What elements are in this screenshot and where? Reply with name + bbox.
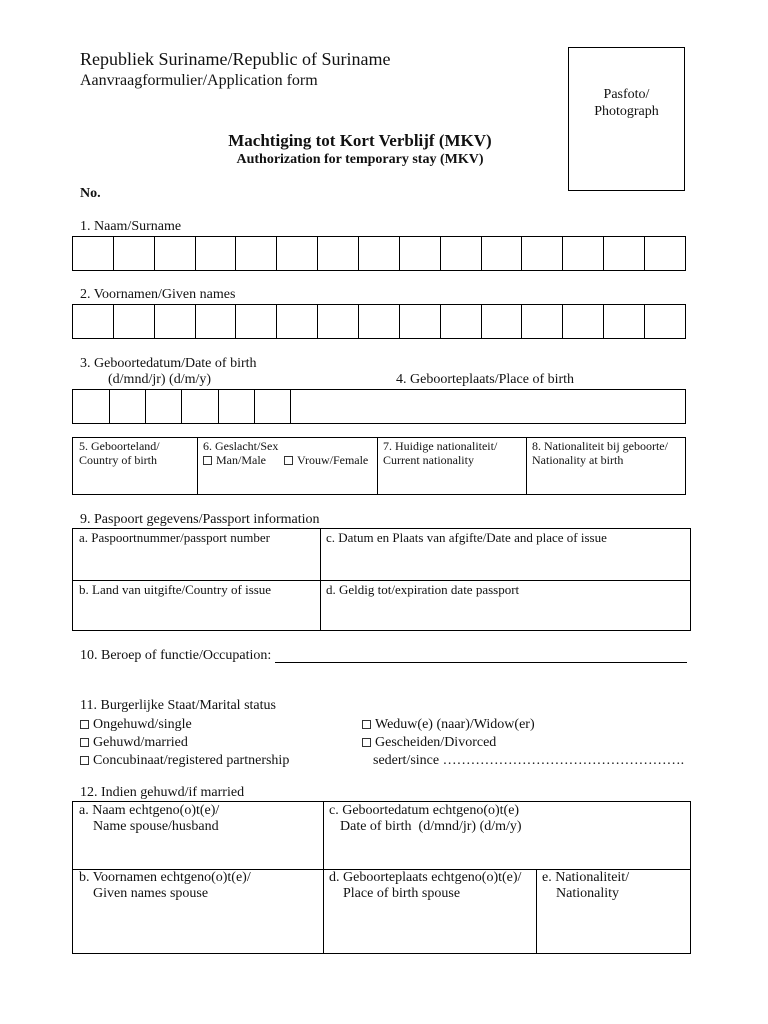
sex-field [203,439,375,467]
marital-options-left [80,716,289,770]
number-label: No. [80,186,101,201]
country-of-issue-label: b. Land van uitgifte/Country of issue [79,582,272,597]
sex-female-checkbox[interactable] [284,456,293,465]
married-checkbox[interactable] [80,738,89,747]
expiration-date-field[interactable] [326,582,686,628]
page-title: Machtiging tot Kort Verblijf (MKV) [228,131,492,150]
sex-male-checkbox[interactable] [203,456,212,465]
place-of-birth-field[interactable] [291,390,685,423]
occupation-label: 10. Beroep of functie/Occupation: [80,648,272,663]
sex-label: 6. Geslacht/Sex [203,439,279,453]
spouse-section-label: 12. Indien gehuwd/if married [80,785,245,800]
spouse-place-of-birth-field[interactable] [329,870,533,950]
country-of-issue-field[interactable] [79,582,317,628]
given-names-field[interactable] [72,304,686,339]
spouse-name-label-2: Name spouse/husband [93,819,219,834]
single-label: Ongehuwd/single [93,717,192,732]
form-type: Aanvraagformulier/Application form [80,72,318,89]
current-nationality-label-1: 7. Huidige nationaliteit/ [383,439,498,453]
spouse-given-names-field[interactable] [79,870,319,950]
issue-date-place-field[interactable] [326,530,686,578]
widow-label: Weduw(e) (naar)/Widow(er) [375,717,535,732]
passport-section-label: 9. Paspoort gegevens/Passport information [80,512,320,527]
spouse-name-label-1: a. Naam echtgeno(o)t(e)/ [79,803,220,818]
current-nationality-field[interactable] [383,439,497,467]
spouse-nationality-field[interactable] [542,870,686,950]
passport-table [72,528,691,631]
spouse-given-names-label-2: Given names spouse [93,886,209,901]
divorced-since-field[interactable]: sedert/since ……………………………………………. [373,753,685,768]
spouse-dob-label-1: c. Geboortedatum echtgeno(o)t(e) [329,803,520,818]
spouse-table [72,801,691,954]
surname-label: 1. Naam/Surname [80,219,182,234]
occupation-input-line[interactable] [275,662,687,663]
given-names-label: 2. Voornamen/Given names [80,287,236,302]
married-label: Gehuwd/married [93,735,188,750]
sex-male-label: Man/Male [216,453,266,467]
widow-checkbox[interactable] [362,720,371,729]
birth-nationality-label-2: Nationality at birth [532,453,624,467]
passport-number-label: a. Paspoortnummer/passport number [79,530,270,545]
birth-nationality-label-1: 8. Nationaliteit bij geboorte/ [532,439,668,453]
issue-date-place-label: c. Datum en Plaats van afgifte/Date and place of issue [326,530,607,545]
birth-nationality-field[interactable] [532,439,668,467]
marital-section-label: 11. Burgerlijke Staat/Marital status [80,698,276,713]
single-checkbox[interactable] [80,720,89,729]
dob-pob-row [72,389,686,424]
country-of-birth-label-1: 5. Geboorteland/ [79,439,160,453]
occupation-row [80,648,271,664]
partnership-checkbox[interactable] [80,756,89,765]
spouse-place-of-birth-label-1: d. Geboorteplaats echtgeno(o)t(e)/ [329,870,522,885]
spouse-given-names-label-1: b. Voornamen echtgeno(o)t(e)/ [79,870,251,885]
photo-label-line1: Pasfoto/ [603,87,650,102]
divorced-label: Gescheiden/Divorced [375,735,497,750]
country-of-birth-label-2: Country of birth [79,453,157,467]
birth-nationality-row [72,437,686,495]
passport-number-field[interactable] [79,530,317,578]
photo-box [568,47,685,191]
spouse-nationality-label-2: Nationality [556,886,619,901]
dob-label: 3. Geboortedatum/Date of birth [80,356,257,371]
partnership-label: Concubinaat/registered partnership [93,753,290,768]
current-nationality-label-2: Current nationality [383,453,474,467]
page-subtitle: Authorization for temporary stay (MKV) [236,152,484,167]
divorced-checkbox[interactable] [362,738,371,747]
dob-field[interactable] [73,390,290,423]
marital-options-right [362,716,684,770]
photo-label-line2: Photograph [594,104,659,119]
spouse-nationality-label-1: e. Nationaliteit/ [542,870,630,885]
spouse-dob-label-2: Date of birth (d/mnd/jr) (d/m/y) [340,819,522,834]
surname-field[interactable] [72,236,686,271]
place-of-birth-label: 4. Geboorteplaats/Place of birth [396,372,575,387]
expiration-date-label: d. Geldig tot/expiration date passport [326,582,520,597]
country-heading: Republiek Suriname/Republic of Suriname [80,49,391,69]
sex-female-label: Vrouw/Female [297,453,369,467]
country-of-birth-field[interactable] [79,439,160,467]
spouse-place-of-birth-label-2: Place of birth spouse [343,886,461,901]
spouse-dob-field[interactable] [329,803,687,867]
dob-format: (d/mnd/jr) (d/m/y) [108,372,212,387]
spouse-name-field[interactable] [79,803,319,867]
